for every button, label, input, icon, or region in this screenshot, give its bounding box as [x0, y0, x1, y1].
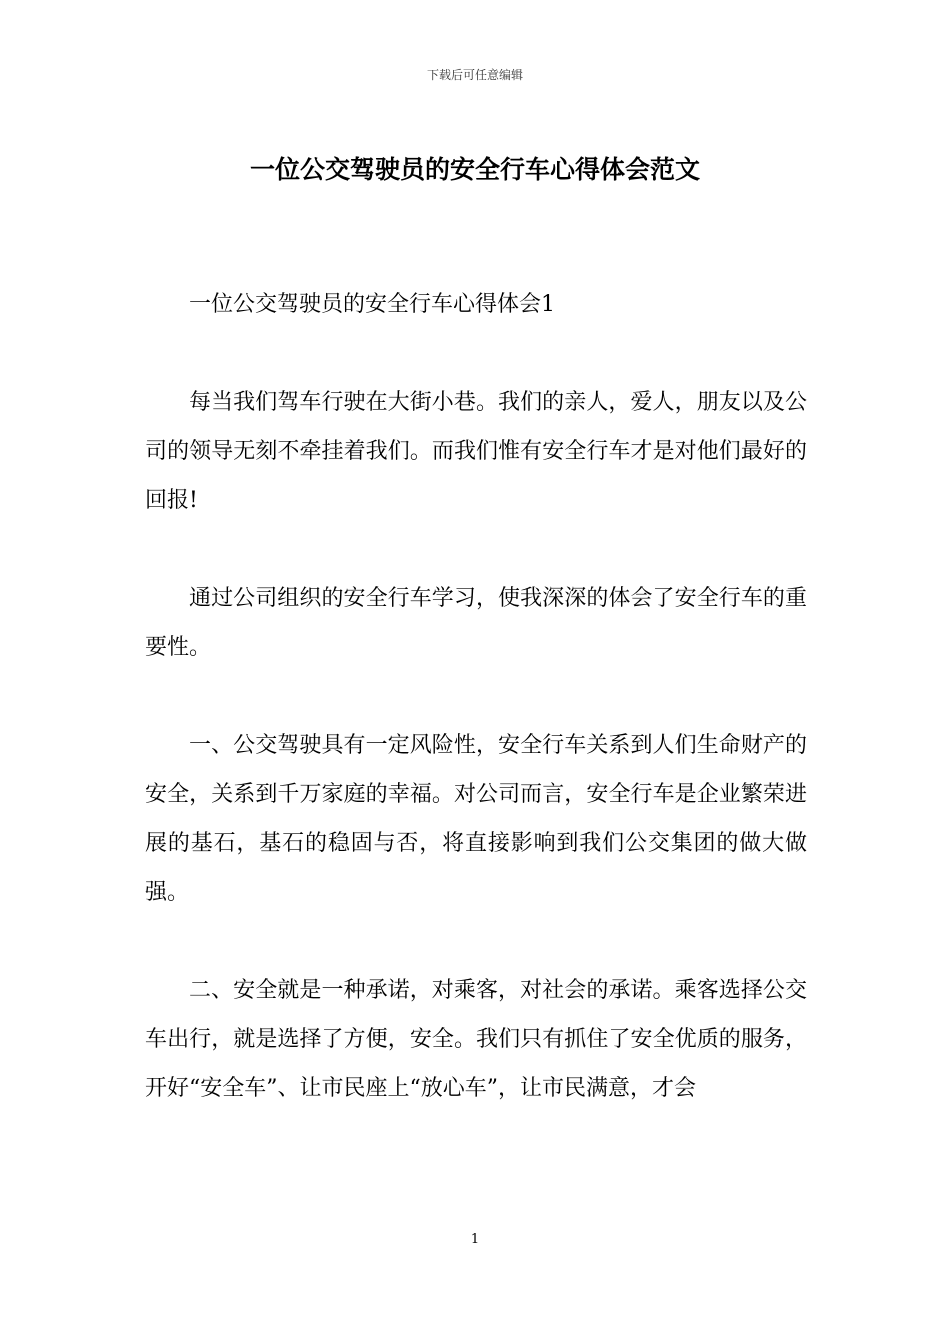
header-note: 下载后可任意编辑 — [426, 68, 523, 82]
paragraph: 一、公交驾驶具有一定风险性，安全行车关系到人们生命财产的安全，关系到千万家庭的幸福。对公司而言，安全行车是企业繁荣进展的基石，基石的稳固与否，将直接影响到我们公交集团的做大做强。 — [145, 733, 807, 905]
paragraph-subtitle: 一位公交驾驶员的安全行车心得体会1 — [189, 292, 555, 317]
paragraph: 二、安全就是一种承诺，对乘客，对社会的承诺。乘客选择公交车出行，就是选择了方便，安全。我们只有抓住了安全优质的服务，开好“安全车”、让市民座上“放心车”，让市民满意，才会 — [145, 978, 807, 1101]
document-body — [145, 280, 807, 1162]
paragraph: 通过公司组织的安全行车学习，使我深深的体会了安全行车的重要性。 — [145, 586, 807, 660]
document-title: 一位公交驾驶员的安全行车心得体会范文 — [249, 155, 700, 184]
paragraph: 每当我们驾车行驶在大街小巷。我们的亲人，爱人，朋友以及公司的领导无刻不牵挂着我们。而我们惟有安全行车才是对他们最好的回报! — [145, 390, 807, 513]
page-number: 1 — [470, 1232, 480, 1247]
